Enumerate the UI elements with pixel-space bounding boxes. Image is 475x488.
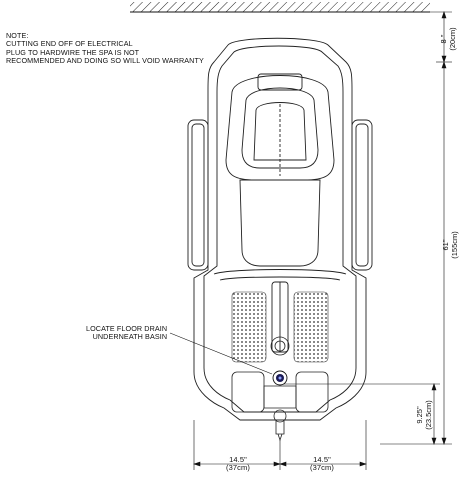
wall-clearance-inches: 8 " [439, 34, 448, 44]
drain-offset-inches: 9.25" [415, 406, 424, 424]
wall-hatch [130, 2, 430, 12]
note-line: CUTTING END OFF OF ELECTRICAL [6, 39, 133, 49]
wall-clearance-cm: (20cm) [448, 27, 457, 51]
wall-clearance-label [439, 19, 457, 59]
right-width-inches: 14.5" [313, 455, 331, 464]
floor-drain-icon [273, 371, 287, 385]
left-width-inches: 14.5" [229, 455, 247, 464]
note-heading: NOTE: [6, 31, 29, 40]
warranty-note [6, 32, 204, 66]
left-width-label [218, 456, 258, 473]
note-line: RECOMMENDED AND DOING SO WILL VOID WARRANTY [6, 56, 204, 66]
right-width-cm: (37cm) [310, 463, 334, 473]
spa-body [188, 38, 372, 420]
total-length-cm: (155cm) [450, 231, 459, 259]
drain-callout [86, 325, 167, 342]
total-length-inches: 61" [441, 239, 450, 251]
left-width-cm: (37cm) [226, 463, 250, 473]
note-line: PLUG TO HARDWIRE THE SPA IS NOT [6, 47, 140, 57]
callout-line: LOCATE FLOOR DRAIN [86, 324, 168, 333]
callout-line: UNDERNEATH BASIN [92, 332, 168, 342]
total-length-label [441, 223, 459, 267]
right-width-label [302, 456, 342, 473]
drain-offset-label [415, 391, 433, 439]
drain-offset-cm: (23.5cm) [424, 400, 433, 430]
